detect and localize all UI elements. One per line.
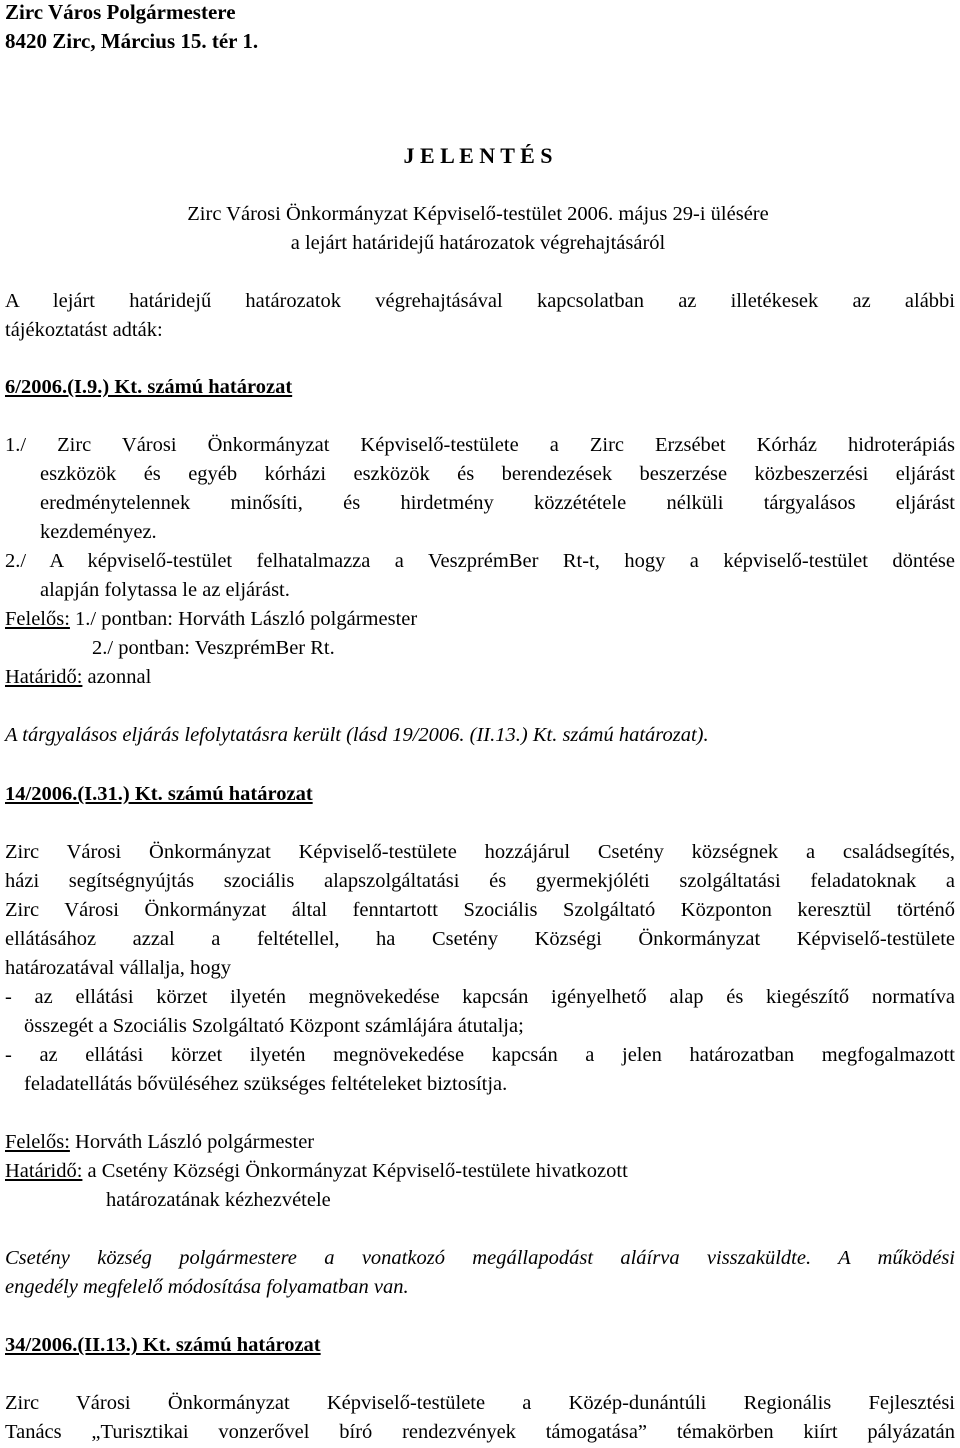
deadline-value: azonnal [82,666,152,688]
responsible-line [5,1128,314,1157]
paragraph-line: Zirc Városi Önkormányzat Képviselő-testülete a Közép-dunántúli Regionális Fejlesztési [5,1392,955,1414]
report-subtitle-line1: Zirc Városi Önkormányzat Képviselő-testület 2006. május 29-i ülésére [187,203,769,225]
paragraph-line: 1./ Zirc Városi Önkormányzat Képviselő-testülete a Zirc Erzsébet Kórház hidroterápiás [5,434,955,456]
bullet-line: összegét a Szociális Szolgáltató Központ számlájára átutalja; [24,1015,524,1037]
responsible-value: Horváth László polgármester [69,1131,315,1153]
paragraph-line: Tanács „Turisztikai vonzerővel bíró rendezvények támogatása” témakörben kiírt pályázatán [5,1421,955,1443]
deadline-line [5,1157,628,1186]
paragraph-line: 2./ A képviselő-testület felhatalmazza a VeszprémBer Rt-t, hogy a képviselő-testület döntése [5,550,955,572]
bullet-line: feladatellátás bővüléséhez szükséges feltételeket biztosítja. [24,1073,508,1095]
resolution-heading: 6/2006.(I.9.) Kt. számú határozat [5,376,293,398]
responsible-label: Felelős: [5,1131,70,1153]
report-title: J E L E N T É S [403,143,553,168]
paragraph-line: eredménytelennek minősíti, és hirdetmény közzététele nélküli tárgyalásos eljárást [40,492,955,514]
responsible-value: 1./ pontban: Horváth László polgármester [69,608,418,630]
responsible-label: Felelős: [5,608,70,630]
responsible-line [5,605,417,634]
resolution-heading: 14/2006.(I.31.) Kt. számú határozat [5,783,313,805]
paragraph-line: határozatával vállalja, hogy [5,957,231,979]
paragraph-line: kezdeményez. [40,521,157,543]
resolution-heading: 34/2006.(II.13.) Kt. számú határozat [5,1334,321,1356]
responsible-value-2: 2./ pontban: VeszprémBer Rt. [92,637,335,659]
paragraph-line: ellátásához azzal a feltétellel, ha Csetény Községi Önkormányzat Képviselő-testülete [5,928,955,950]
sender-address: 8420 Zirc, Március 15. tér 1. [5,29,259,53]
bullet-line: - az ellátási körzet ilyetén megnövekedése kapcsán igényelhető alap és kiegészítő normatíva [5,986,955,1008]
paragraph-line: Zirc Városi Önkormányzat által fenntartott Szociális Szolgáltató Központon keresztül történő [5,899,955,921]
status-note: Csetény község polgármestere a vonatkozó megállapodást aláírva visszaküldte. A működési [5,1247,955,1269]
intro-line1: A lejárt határidejű határozatok végrehajtásával kapcsolatban az illetékesek az alábbi [5,290,955,312]
report-subtitle-line2: a lejárt határidejű határozatok végrehajtásáról [290,232,666,254]
intro-line2: tájékoztatást adták: [5,319,163,341]
paragraph-line: Zirc Városi Önkormányzat Képviselő-testülete hozzájárul Csetény községnek a családsegítés, [5,841,955,863]
status-note: A tárgyalásos eljárás lefolytatásra került (lásd 19/2006. (II.13.) Kt. számú határozat). [5,724,709,746]
deadline-label: Határidő: [5,666,83,688]
paragraph-line: eszközök és egyéb kórházi eszközök és berendezések beszerzése közbeszerzési eljárást [40,463,955,485]
sender-name: Zirc Város Polgármestere [5,0,236,24]
deadline-value: a Csetény Községi Önkormányzat Képviselő-testülete hivatkozott [82,1160,628,1182]
paragraph-line: alapján folytassa le az eljárást. [40,579,290,601]
bullet-line: - az ellátási körzet ilyetén megnövekedése kapcsán a jelen határozatban megfogalmazott [5,1044,955,1066]
paragraph-line: házi segítségnyújtás szociális alapszolgáltatási és gyermekjóléti szolgáltatási feladatoknak a [5,870,955,892]
deadline-value-2: határozatának kézhezvétele [106,1189,331,1211]
status-note: engedély megfelelő módosítása folyamatban van. [5,1276,409,1298]
deadline-line [5,663,151,692]
deadline-label: Határidő: [5,1160,83,1182]
